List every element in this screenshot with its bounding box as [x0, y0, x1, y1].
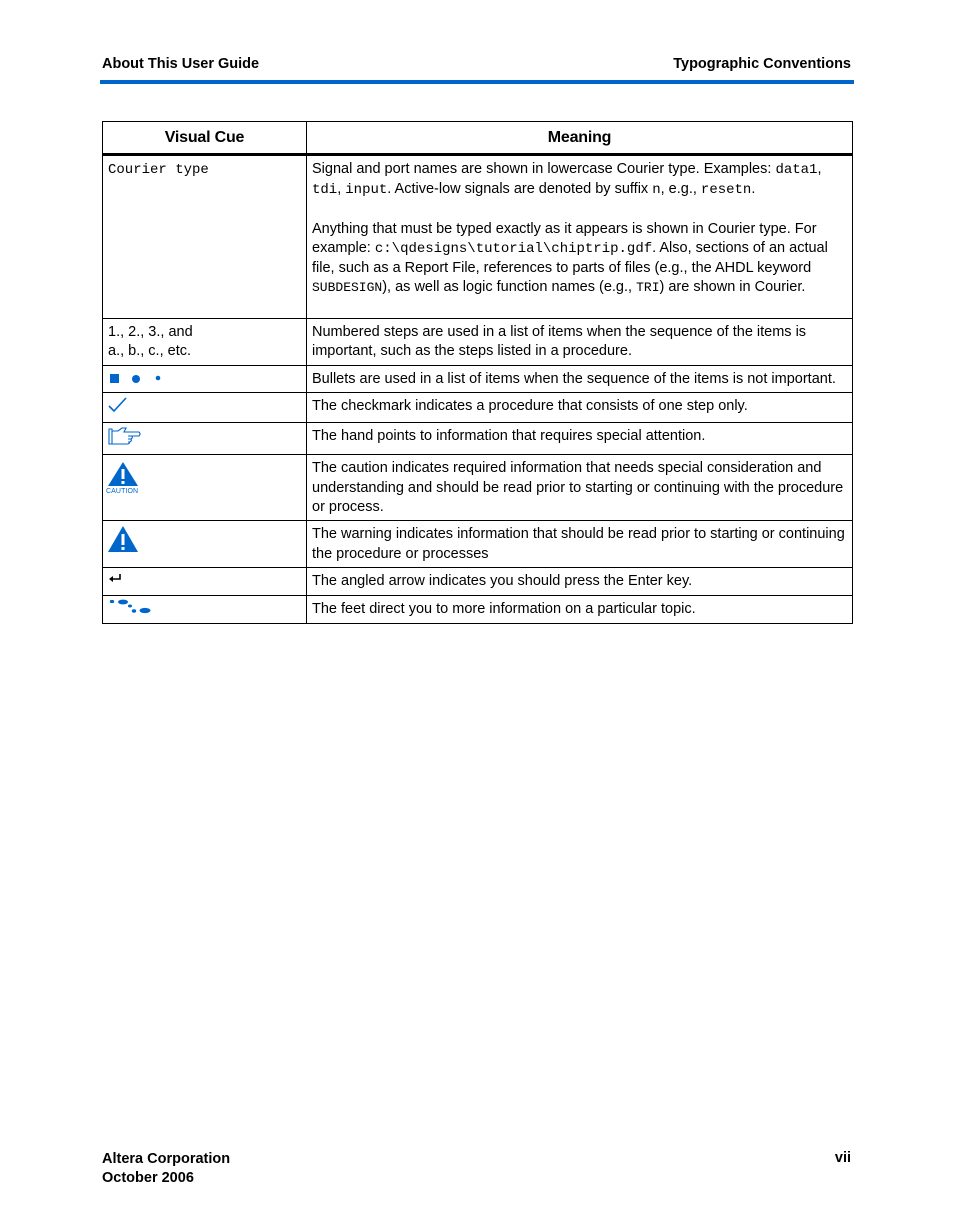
table-row: [103, 155, 853, 319]
table-row: [103, 365, 853, 392]
visual-cue-cell: [103, 392, 307, 422]
meaning-text: .: [751, 181, 756, 198]
visual-cue-cell: [103, 319, 307, 366]
meaning-cell: The hand points to information that requires special attention.: [307, 423, 853, 455]
visual-cue-cell: [103, 521, 307, 568]
visual-cue-cell: [103, 365, 307, 392]
code-sample: input: [345, 182, 388, 199]
code-sample: c:\qdesigns\tutorial\chiptrip.gdf: [374, 240, 653, 257]
feet-icon: [108, 599, 152, 615]
meaning-text: ,: [337, 181, 346, 198]
visual-cue-cell: [103, 423, 307, 455]
typographic-conventions-table: [102, 121, 853, 624]
meaning-paragraph: [312, 160, 847, 201]
code-sample: TRI: [636, 280, 660, 296]
running-header-title: About This User Guide: [102, 56, 260, 72]
meaning-cell: The angled arrow indicates you should press the Enter key.: [307, 567, 853, 595]
meaning-cell: Numbered steps are used in a list of items when the sequence of the items is important, such as the steps listed in a procedure.: [307, 319, 853, 366]
meaning-cell: The warning indicates information that should be read prior to starting or continuing the procedure or processes: [307, 521, 853, 568]
meaning-cell: [307, 155, 853, 319]
meaning-text: . Also, sections of an actual file, such as a Report File, references to parts of files (e.g., the AHDL keyword: [312, 239, 828, 277]
meaning-text: Anything that must be typed exactly as it appears is shown in Courier type. For example:: [312, 220, 817, 256]
bullet-icons: [108, 371, 168, 387]
table-row: [103, 596, 853, 623]
code-sample: n: [652, 182, 661, 199]
table-row: [103, 319, 853, 366]
checkmark-icon: [108, 397, 128, 413]
small-bullet-icon: [156, 375, 161, 380]
code-sample: data1: [775, 162, 818, 178]
meaning-paragraph: [312, 220, 847, 298]
visual-cue-cell: [103, 567, 307, 595]
meaning-text: ,: [817, 161, 822, 177]
meaning-text: ) are shown in Courier.: [659, 279, 806, 296]
lettered-cue-line: a., b., c., etc.: [108, 343, 192, 360]
footer-date: October 2006: [102, 1170, 194, 1186]
meaning-text: . Active-low signals are denoted by suffix: [387, 181, 653, 198]
enter-arrow-icon: [108, 572, 124, 586]
header-rule: [100, 80, 854, 84]
table-row: [103, 521, 853, 568]
visual-cue-cell: [103, 155, 307, 319]
visual-cue-cell: [103, 455, 307, 521]
running-header-section: Typographic Conventions: [673, 56, 851, 72]
meaning-text: Signal and port names are shown in lowercase Courier type. Examples:: [312, 161, 776, 177]
meaning-text: ), as well as logic function names (e.g.,: [382, 279, 637, 296]
table-header-row: [103, 122, 853, 155]
table-row: [103, 423, 853, 455]
footer-company-block: [102, 1150, 230, 1188]
table-row: [103, 567, 853, 595]
code-sample: tdi: [312, 182, 338, 199]
column-header-meaning: Meaning: [307, 122, 853, 155]
caution-icon: [106, 461, 140, 487]
page-number: vii: [834, 1150, 851, 1166]
code-sample: resetn: [700, 182, 752, 199]
round-bullet-icon: [132, 375, 140, 383]
meaning-cell: Bullets are used in a list of items when the sequence of the items is not important.: [307, 365, 853, 392]
meaning-text: , e.g.,: [660, 181, 701, 198]
footer-company: Altera Corporation: [102, 1151, 231, 1167]
meaning-cell: The caution indicates required information that needs special consideration and understanding and should be read prior to starting or continuing with the procedure or process.: [307, 455, 853, 521]
warning-icon: [107, 525, 139, 553]
caution-label: CAUTION: [106, 488, 139, 496]
meaning-cell: The checkmark indicates a procedure that consists of one step only.: [307, 392, 853, 422]
column-header-visual-cue: Visual Cue: [103, 122, 307, 155]
square-bullet-icon: [110, 374, 119, 383]
visual-cue-cell: [103, 596, 307, 623]
numbered-cue-line: 1., 2., 3., and: [108, 324, 193, 340]
code-sample: SUBDESIGN: [312, 280, 383, 296]
courier-type-sample: Courier type: [108, 162, 209, 178]
meaning-cell: The feet direct you to more information on a particular topic.: [307, 596, 853, 623]
table-row: [103, 392, 853, 422]
table-row: [103, 455, 853, 521]
pointing-hand-icon: [108, 427, 142, 445]
